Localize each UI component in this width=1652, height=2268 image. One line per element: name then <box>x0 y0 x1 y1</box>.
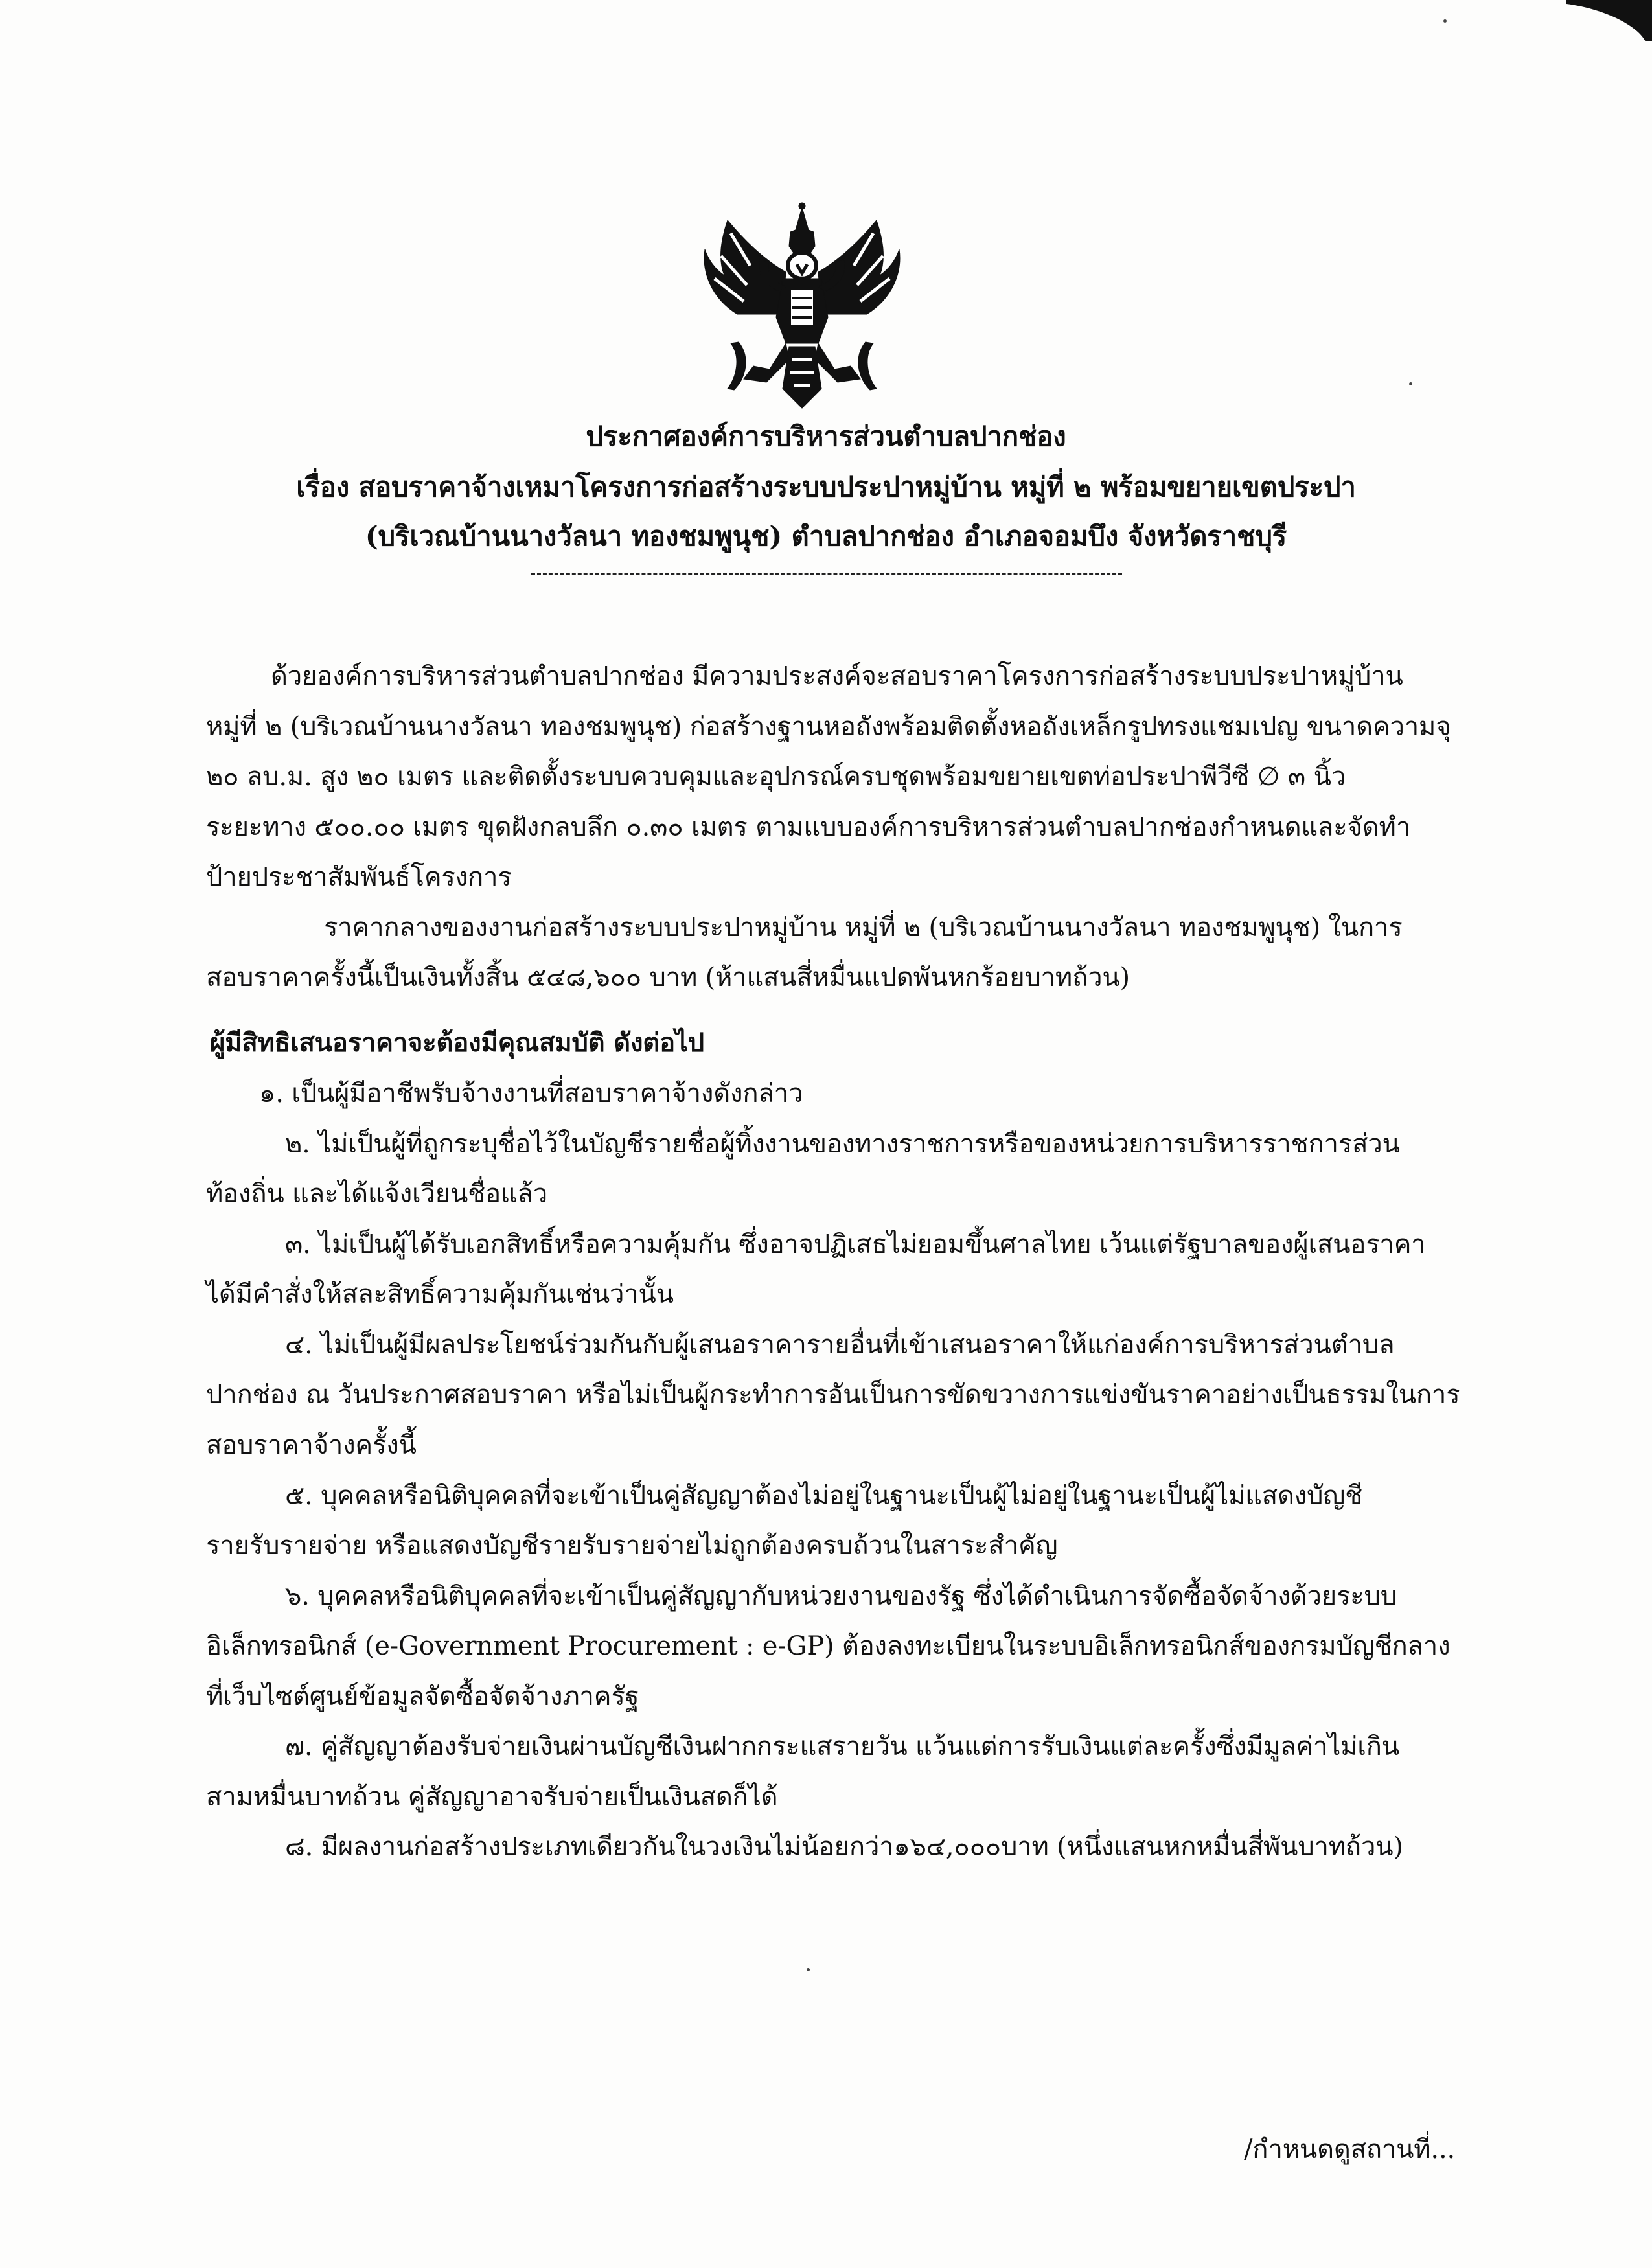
qualification-item: ๕. บุคคลหรือนิติบุคคลที่จะเข้าเป็นคู่สัญญาต้องไม่อยู่ในฐานะเป็นผู้ไม่อยู่ในฐานะเป็นผู้ไม่แสดงบัญชี <box>285 1481 1363 1511</box>
price-line-1: ราคากลางของงานก่อสร้างระบบประปาหมู่บ้าน หมู่ที่ ๒ (บริเวณบ้านนางวัลนา ทองชมพูนุช) ในการ <box>324 913 1403 943</box>
qualification-item-cont: ได้มีคำสั่งให้สละสิทธิ์ความคุ้มกันเช่นว่านั้น <box>206 1279 674 1309</box>
qualification-item: ๓. ไม่เป็นผู้ได้รับเอกสิทธิ์หรือความคุ้มกัน ซึ่งอาจปฏิเสธไม่ยอมขึ้นศาลไทย เว้นแต่รัฐบาลของผู้เสนอราคา <box>285 1230 1426 1259</box>
scan-speck <box>807 1968 810 1971</box>
garuda-emblem-icon <box>692 194 912 415</box>
scan-corner-mark <box>1560 0 1652 41</box>
qualification-item: ๖. บุคคลหรือนิติบุคคลที่จะเข้าเป็นคู่สัญญากับหน่วยงานของรัฐ ซึ่งได้ดำเนินการจัดซื้อจัดจ้างด้วยระบบ <box>285 1581 1397 1611</box>
scan-speck <box>1409 382 1412 385</box>
scan-speck <box>1443 19 1447 23</box>
intro-line-4: ระยะทาง ๕๐๐.๐๐ เมตร ขุดฝังกลบลึก ๐.๓๐ เมตร ตามแบบองค์การบริหารส่วนตำบลปากช่องกำหนดและจัดทำ <box>206 812 1411 842</box>
qualification-item-cont: ปากช่อง ณ วันประกาศสอบราคา หรือไม่เป็นผู้กระทำการอันเป็นการขัดขวางการแข่งขันราคาอย่างเป็นธรรมในการ <box>206 1380 1460 1410</box>
qualification-item-cont: สอบราคาจ้างครั้งนี้ <box>206 1430 417 1460</box>
intro-line-2: หมู่ที่ ๒ (บริเวณบ้านนางวัลนา ทองชมพูนุช) ก่อสร้างฐานหอถังพร้อมติดตั้งหอถังเหล็กรูปทรงแชมเปญ ขนาดความจุ <box>206 712 1451 742</box>
price-line-2: สอบราคาครั้งนี้เป็นเงินทั้งสิ้น ๕๔๘,๖๐๐ บาท (ห้าแสนสี่หมื่นแปดพันหกร้อยบาทถ้วน) <box>206 963 1130 992</box>
continuation-note: /กำหนดดูสถานที่... <box>1244 2135 1455 2164</box>
qualification-item: ๔. ไม่เป็นผู้มีผลประโยชน์ร่วมกันกับผู้เสนอราคารายอื่นที่เข้าเสนอราคาให้แก่องค์การบริหารส่วนตำบล <box>285 1330 1395 1360</box>
intro-line-3: ๒๐ ลบ.ม. สูง ๒๐ เมตร และติดตั้งระบบควบคุมและอุปกรณ์ครบชุดพร้อมขยายเขตท่อประปาพีวีซี ∅ ๓ นิ้ว <box>206 762 1346 792</box>
qualification-item: ๑. เป็นผู้มีอาชีพรับจ้างงานที่สอบราคาจ้างดังกล่าว <box>259 1079 803 1108</box>
qualification-item: ๘. มีผลงานก่อสร้างประเภทเดียวกันในวงเงินไม่น้อยกว่า๑๖๔,๐๐๐บาท (หนึ่งแสนหกหมื่นสี่พันบาทถ้วน) <box>285 1832 1403 1862</box>
qualification-item-cont: อิเล็กทรอนิกส์ (e-Government Procurement : e-GP) ต้องลงทะเบียนในระบบอิเล็กทรอนิกส์ของกรมบัญชีกลาง <box>206 1631 1451 1661</box>
qualifications-heading: ผู้มีสิทธิเสนอราคาจะต้องมีคุณสมบัติ ดังต่อไป <box>210 1027 704 1058</box>
intro-line-5: ป้ายประชาสัมพันธ์โครงการ <box>206 862 512 892</box>
qualification-item-cont: รายรับรายจ่าย หรือแสดงบัญชีรายรับรายจ่ายไม่ถูกต้องครบถ้วนในสาระสำคัญ <box>206 1531 1058 1561</box>
subject-line-1: เรื่อง สอบราคาจ้างเหมาโครงการก่อสร้างระบบประปาหมู่บ้าน หมู่ที่ ๒ พร้อมขยายเขตประปา <box>296 471 1356 503</box>
qualification-item-cont: ที่เว็บไซต์ศูนย์ข้อมูลจัดซื้อจัดจ้างภาครัฐ <box>206 1682 639 1712</box>
intro-line-1: ด้วยองค์การบริหารส่วนตำบลปากช่อง มีความประสงค์จะสอบราคาโครงการก่อสร้างระบบประปาหมู่บ้าน <box>271 661 1403 691</box>
subject-line-2: (บริเวณบ้านนางวัลนา ทองชมพูนุช) ตำบลปากช่อง อำเภอจอมบึง จังหวัดราชบุรี <box>365 520 1287 552</box>
qualification-item: ๗. คู่สัญญาต้องรับจ่ายเงินผ่านบัญชีเงินฝากกระแสรายวัน แว้นแต่การรับเงินแต่ละครั้งซึ่งมีมูลค่าไม่เกิน <box>285 1732 1399 1761</box>
qualification-item-cont: ท้องถิ่น และได้แจ้งเวียนชื่อแล้ว <box>206 1179 548 1209</box>
qualification-item-cont: สามหมื่นบาทถ้วน คู่สัญญาอาจรับจ่ายเป็นเงินสดก็ได้ <box>206 1782 778 1812</box>
document-title: ประกาศองค์การบริหารส่วนตำบลปากช่อง <box>586 420 1066 452</box>
header-divider <box>531 573 1122 575</box>
qualification-item: ๒. ไม่เป็นผู้ที่ถูกระบุชื่อไว้ในบัญชีรายชื่อผู้ทิ้งงานของทางราชการหรือของหน่วยการบริหารราชการส่วน <box>285 1129 1400 1159</box>
